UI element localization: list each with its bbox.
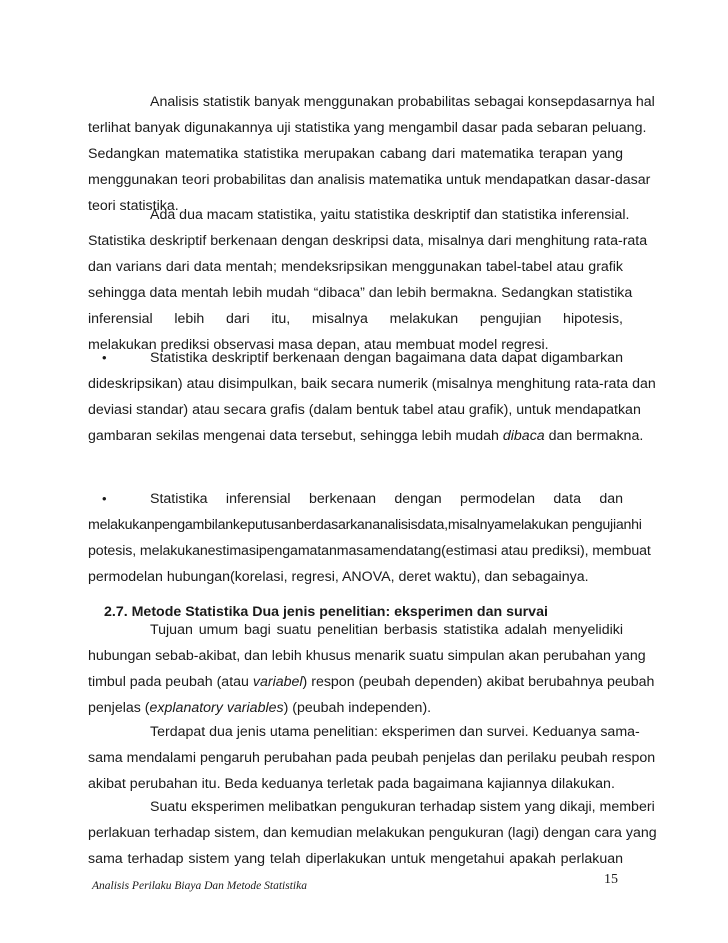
italic-term: explanatory variables [149,700,284,716]
text-fragment: timbul pada peubah (atau [88,674,253,690]
text-fragment: penjelas ( [88,700,150,716]
text-line: deviasi standar) atau secara grafis (dalam bentuk tabel atau grafik), untuk mendapatkan [88,402,641,418]
paragraph-research-goal [88,617,655,721]
text-line: teori statistika. [88,198,179,214]
text-line: Ada dua macam statistika, yaitu statistika deskriptif dan statistika inferensial. [150,207,630,223]
text-line: Statistika deskriptif berkenaan dengan bagaimana data dapat digambarkan [150,350,623,366]
text-line: terlihat banyak digunakannya uji statistika yang mengambil dasar pada sebaran peluang. [88,120,647,136]
bullet-descriptive [88,345,656,449]
text-line: perlakuan terhadap sistem, dan kemudian melakukan pengukuran (lagi) dengan cara yang [88,825,657,841]
text-line: sehingga data mentah lebih mudah “dibaca” dan lebih bermakna. Sedangkan statistika [88,285,633,301]
text-line: Terdapat dua jenis utama penelitian: eksperimen dan survei. Keduanya sama- [150,724,640,740]
text-line: Suatu eksperimen melibatkan pengukuran terhadap sistem yang dikaji, memberi [150,799,655,815]
text-line [88,669,655,695]
text-line: Tujuan umum bagi suatu penelitian berbasis statistika adalah menyelidiki [150,622,623,638]
text-line: sama terhadap sistem yang telah diperlakukan untuk mengetahui apakah perlakuan [88,851,623,867]
paragraph-probability [88,89,655,219]
text-line: Statistika deskriptif berkenaan dengan deskripsi data, misalnya dari menghitung rata-rata [88,233,648,249]
page-number: 15 [604,872,618,887]
text-line: potesis, melakukanestimasipengamatanmasamendatang(estimasi atau prediksi), membuat [88,543,651,559]
text-line: dideskripsikan) atau disimpulkan, baik secara numerik (misalnya menghitung rata-rata dan [88,376,656,392]
text-line: Sedangkan matematika statistika merupakan cabang dari matematika terapan yang [88,146,623,162]
bullet-inferential [88,486,651,590]
italic-term: dibaca [502,428,545,444]
section-heading: 2.7. Metode Statistika Dua jenis penelitian: eksperimen dan survai [104,604,548,620]
paragraph-two-types [88,202,648,358]
text-line: hubungan sebab-akibat, dan lebih khusus menarik suatu simpulan akan perubahan yang [88,648,646,664]
text-line: Analisis statistik banyak menggunakan probabilitas sebagai konsepdasarnya hal [150,94,655,110]
text-line: melakukanpengambilankeputusanberdasarkananalisisdata,misalnyamelakukan pengujianhi [88,517,642,533]
text-line: melakukan prediksi observasi masa depan, atau membuat model regresi. [88,337,549,353]
text-line: inferensial lebih dari itu, misalnya melakukan pengujian hipotesis, [88,311,623,327]
text-line: dan varians dari data mentah; mendeksripsikan menggunakan tabel-tabel atau grafik [88,259,623,275]
text-line: sama mendalami pengaruh perubahan pada peubah penjelas dan perilaku peubah respon [88,750,656,766]
text-line [88,695,623,721]
text-fragment: ) (peubah independen). [283,700,432,716]
text-line: akibat perubahan itu. Beda keduanya terletak pada bagaimana kajiannya dilakukan. [88,776,615,792]
text-fragment: ) respon (peubah dependen) akibat berubahnya peubah [302,674,655,690]
text-fragment: gambaran sekilas mengenai data tersebut, sehingga lebih mudah [88,428,503,444]
text-line [88,423,644,449]
bullet-icon: • [102,350,107,365]
running-footer-title: Analisis Perilaku Biaya Dan Metode Statistika [92,880,307,892]
text-line: Statistika inferensial berkenaan dengan permodelan data dan [150,491,623,507]
bullet-icon: • [102,491,107,506]
text-fragment: dan bermakna. [544,428,644,444]
text-line: menggunakan teori probabilitas dan analisis matematika untuk mendapatkan dasar-dasar [88,172,651,188]
text-line: permodelan hubungan(korelasi, regresi, ANOVA, deret waktu), dan sebagainya. [88,569,589,585]
paragraph-experiment-survey [88,719,656,797]
paragraph-experiment-definition [88,794,657,872]
italic-term: variabel [252,674,303,690]
